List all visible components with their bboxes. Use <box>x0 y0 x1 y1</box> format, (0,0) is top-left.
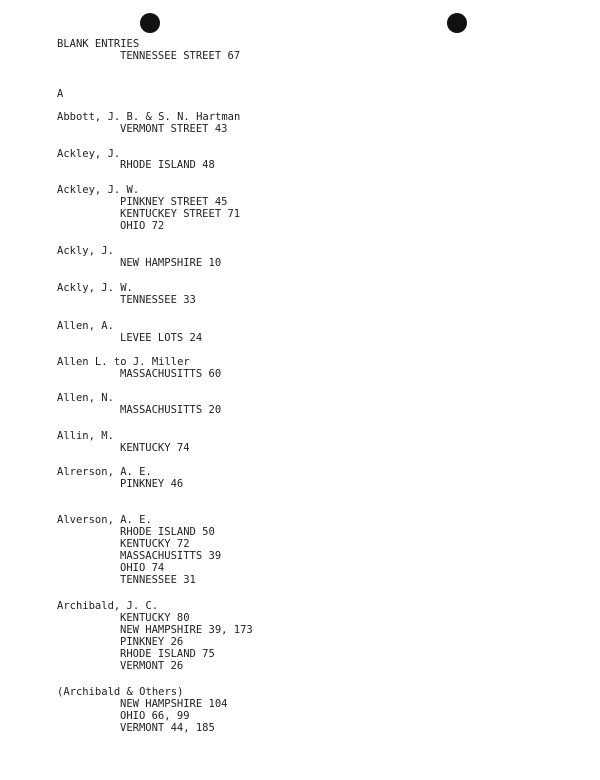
entry-location: MASSACHUSITTS 39 <box>120 550 222 562</box>
entry-location: TENNESSEE 31 <box>120 574 196 586</box>
entry-name: (Archibald & Others) <box>57 686 184 698</box>
entry-location: LEVEE LOTS 24 <box>120 332 203 344</box>
entry-location: PINKNEY 26 <box>120 636 184 648</box>
entry-location: OHIO 74 <box>120 562 165 574</box>
entry-location: KENTUCKY 72 <box>120 538 190 550</box>
entry-location: PINKNEY STREET 45 <box>120 196 228 208</box>
section-letter: A <box>57 88 64 100</box>
entry-location: NEW HAMPSHIRE 39, 173 <box>120 624 253 636</box>
entry-location: KENTUCKY 80 <box>120 612 190 624</box>
entry-location: KENTUCKEY STREET 71 <box>120 208 241 220</box>
entry-location: MASSACHUSITTS 20 <box>120 404 222 416</box>
entry-location: NEW HAMPSHIRE 10 <box>120 257 222 269</box>
entry-location: RHODE ISLAND 48 <box>120 159 215 171</box>
blank-entries-heading: BLANK ENTRIES <box>57 38 140 50</box>
entry-name: Alverson, A. E. <box>57 514 152 526</box>
entry-name: Ackley, J. W. <box>57 184 140 196</box>
entry-name: Alrerson, A. E. <box>57 466 152 478</box>
entry-name: Allin, M. <box>57 430 114 442</box>
entry-name: Ackly, J. W. <box>57 282 133 294</box>
entry-location: PINKNEY 46 <box>120 478 184 490</box>
entry-name: Allen, N. <box>57 392 114 404</box>
entry-location: VERMONT STREET 43 <box>120 123 228 135</box>
entry-name: Allen, A. <box>57 320 114 332</box>
entry-name: Ackley, J. <box>57 148 121 160</box>
entry-location: NEW HAMPSHIRE 104 <box>120 698 228 710</box>
entry-location: TENNESSEE 33 <box>120 294 196 306</box>
entry-name: Archibald, J. C. <box>57 600 159 612</box>
punch-hole-left <box>140 13 160 33</box>
entry-location: OHIO 66, 99 <box>120 710 190 722</box>
blank-entries-location: TENNESSEE STREET 67 <box>120 50 241 62</box>
entry-name: Allen L. to J. Miller <box>57 356 190 368</box>
entry-location: RHODE ISLAND 75 <box>120 648 215 660</box>
entry-location: KENTUCKY 74 <box>120 442 190 454</box>
entry-location: VERMONT 26 <box>120 660 184 672</box>
entry-location: MASSACHUSITTS 60 <box>120 368 222 380</box>
punch-hole-right <box>447 13 467 33</box>
entry-name: Ackly, J. <box>57 245 114 257</box>
entry-location: RHODE ISLAND 50 <box>120 526 215 538</box>
entry-location: OHIO 72 <box>120 220 165 232</box>
entry-name: Abbott, J. B. & S. N. Hartman <box>57 111 241 123</box>
entry-location: VERMONT 44, 185 <box>120 722 215 734</box>
